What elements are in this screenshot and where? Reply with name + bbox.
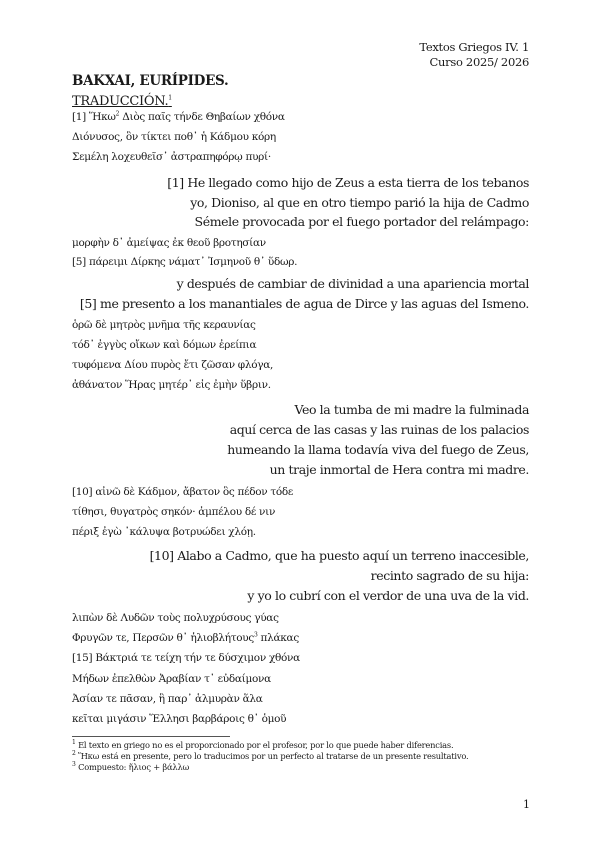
footnote-number: 3 (72, 761, 76, 769)
greek-line: [15] Βάκτριά τε τείχη τήν τε δύσχιμον χθόνα (72, 652, 300, 664)
translation-line: Sémele provocada por el fuego portador del relámpago: (194, 214, 529, 229)
footnote-text: El texto en griego no es el proporcionado por el profesor, por lo que puede haber diferencias. (78, 740, 454, 750)
footnote-divider (72, 736, 230, 737)
greek-line: κεῖται μιγάσιν Ἕλλησι βαρβάροις θ᾽ ὁμοῦ (72, 713, 287, 725)
greek-line: Σεμέλη λοχευθεῖσ᾽ ἀστραπηφόρῳ πυρί· (72, 151, 271, 163)
greek-line: μορφὴν δ᾽ ἀμείψας ἐκ θεοῦ βροτησίαν (72, 237, 266, 249)
translation-line: [10] Alabo a Cadmo, que ha puesto aquí un terreno inaccesible, (149, 548, 529, 563)
translation-line: humeando la llama todavía viva del fuego de Zeus, (227, 442, 529, 457)
footnote-text: Ἥκω está en presente, pero lo traducimos por un perfecto al tratarse de un presente resultativo. (78, 751, 469, 761)
greek-text: Διὸς παῖς τήνδε Θηβαίων χθόνα (119, 111, 285, 123)
footnote-number: 1 (72, 739, 76, 747)
translation-line: [5] me presento a los manantiales de agua de Dirce y las aguas del Ismeno. (79, 296, 529, 311)
translation-line: recinto sagrado de su hija: (370, 568, 529, 583)
greek-line (72, 632, 299, 644)
greek-line: [10] αἰνῶ δὲ Κάδμον, ἄβατον ὃς πέδον τόδε (72, 486, 294, 498)
course-year: Curso 2025/ 2026 (429, 55, 529, 69)
greek-line: ἀθάνατον Ἥρας μητέρ᾽ εἰς ἐμὴν ὕβριν. (72, 379, 271, 391)
greek-line: ὁρῶ δὲ μητρὸς μνῆμα τῆς κεραυνίας (72, 319, 256, 331)
footnote-ref: 2 (115, 110, 120, 118)
greek-line: τίθησι, θυγατρὸς σηκόν· ἀμπέλου δέ νιν (72, 506, 276, 518)
section-heading (72, 94, 172, 109)
section-heading-text: TRADUCCIÓN. (72, 94, 169, 109)
greek-line: Διόνυσος, ὃν τίκτει ποθ᾽ ἡ Κάδμου κόρη (72, 131, 276, 143)
greek-text: Φρυγῶν τε, Περσῶν θ᾽ ἡλιοβλήτους (72, 632, 254, 644)
greek-line: τυφόμενα Δίου πυρὸς ἔτι ζῶσαν φλόγα, (72, 359, 274, 371)
footnote (72, 762, 189, 772)
translation-line: y yo lo cubrí con el verdor de una uva de la vid. (247, 588, 529, 603)
translation-line: aquí cerca de las casas y las ruinas de los palacios (229, 422, 529, 437)
course-label: Textos Griegos IV. 1 (419, 40, 529, 54)
footnote-text: Compuesto: ἥλιος + βάλλω (78, 762, 190, 772)
greek-line: πέριξ ἐγὼ ᾽κάλυψα βοτρυώδει χλόῃ. (72, 526, 256, 538)
page-header (419, 40, 529, 70)
translation-line: [1] He llegado como hijo de Zeus a esta tierra de los tebanos (167, 175, 529, 190)
greek-line: λιπὼν δὲ Λυδῶν τοὺς πολυχρύσους γύας (72, 612, 279, 624)
footnote-ref: 1 (168, 94, 172, 102)
footnote (72, 740, 453, 750)
greek-line: Ἀσίαν τε πᾶσαν, ἣ παρ᾽ ἁλμυρὰν ἅλα (72, 693, 263, 705)
footnote-ref: 3 (253, 631, 258, 639)
greek-line: τόδ᾽ ἐγγὺς οἴκων καὶ δόμων ἐρείπια (72, 339, 257, 351)
greek-text: πλάκας (257, 632, 299, 644)
greek-line (72, 111, 285, 123)
greek-line: Μήδων ἐπελθὼν Ἀραβίαν τ᾽ εὐδαίμονα (72, 673, 271, 685)
translation-line: un traje inmortal de Hera contra mi madre. (269, 462, 529, 477)
translation-line: Veo la tumba de mi madre la fulminada (294, 402, 529, 417)
footnote (72, 751, 468, 761)
translation-line: y después de cambiar de divinidad a una apariencia mortal (176, 276, 529, 291)
footnote-number: 2 (72, 750, 76, 758)
translation-line: yo, Dioniso, al que en otro tiempo parió la hija de Cadmo (190, 195, 529, 210)
greek-line: [5] πάρειμι Δίρκης νάματ᾽ Ἰσμηνοῦ θ᾽ ὕδωρ. (72, 256, 298, 268)
greek-text: [1] Ἥκω (72, 111, 116, 123)
page-number: 1 (523, 798, 530, 811)
document-title: BAKXAI, EURÍPIDES. (72, 73, 229, 89)
